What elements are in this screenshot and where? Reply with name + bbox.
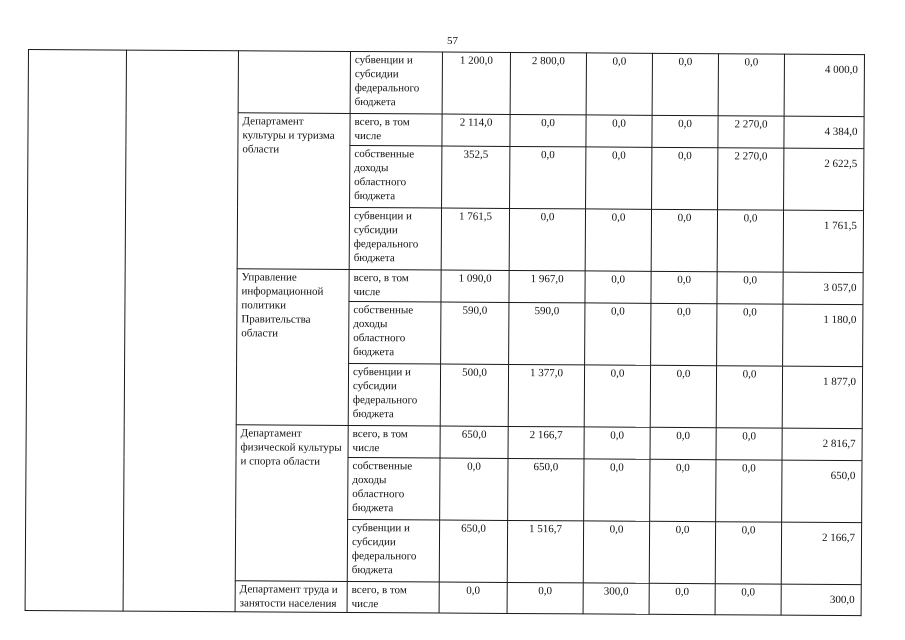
total-value-cell: 650,0	[782, 460, 862, 522]
year-value-cell: 0,0	[440, 458, 508, 520]
year-value-cell: 2 114,0	[442, 114, 510, 146]
year-value-cell: 0,0	[652, 53, 718, 115]
year-value-cell: 0,0	[583, 521, 649, 583]
budget-table	[25, 49, 865, 616]
year-value-cell: 0,0	[716, 460, 782, 522]
year-value-cell: 590,0	[441, 302, 509, 364]
year-value-cell: 0,0	[585, 209, 651, 271]
year-value-cell: 1 516,7	[507, 520, 583, 582]
funding-source-cell: всего, в том числе	[347, 581, 439, 613]
year-value-cell: 300,0	[583, 583, 649, 614]
total-value-cell: 1 761,5	[783, 210, 863, 272]
year-value-cell: 0,0	[586, 115, 652, 147]
activity-cell	[123, 50, 238, 612]
funding-source-cell: собственные доходы областного бюджета	[348, 457, 440, 520]
year-value-cell: 500,0	[440, 364, 508, 426]
funding-source-cell: всего, в том числе	[349, 269, 441, 302]
year-value-cell: 1 967,0	[509, 270, 585, 302]
year-value-cell: 0,0	[649, 583, 715, 614]
funding-source-cell: собственные доходы областного бюджета	[349, 301, 441, 364]
year-value-cell: 2 270,0	[718, 116, 784, 148]
funding-source-cell: всего, в том числе	[348, 425, 440, 458]
total-value-cell: 4 000,0	[784, 54, 864, 116]
year-value-cell: 0,0	[717, 210, 783, 272]
total-value-cell: 1 877,0	[782, 366, 862, 428]
year-value-cell: 0,0	[718, 54, 784, 116]
year-value-cell: 0,0	[584, 365, 650, 427]
funding-source-cell: субвенции и субсидии федерального бюджета	[350, 51, 442, 114]
year-value-cell: 0,0	[509, 208, 585, 270]
year-value-cell: 1 090,0	[441, 270, 509, 302]
total-value-cell: 300,0	[781, 584, 861, 615]
year-value-cell: 650,0	[439, 520, 507, 582]
year-value-cell: 0,0	[650, 365, 716, 427]
year-value-cell: 0,0	[586, 147, 652, 209]
year-value-cell: 0,0	[439, 582, 507, 613]
organization-cell	[238, 51, 350, 114]
total-value-cell: 2 166,7	[781, 522, 861, 584]
year-value-cell: 1 377,0	[508, 364, 584, 426]
funding-source-cell: субвенции и субсидии федерального бюджета	[347, 519, 439, 582]
year-value-cell: 650,0	[440, 426, 508, 458]
year-value-cell: 0,0	[584, 427, 650, 459]
year-value-cell: 0,0	[586, 53, 652, 115]
year-value-cell: 0,0	[650, 459, 716, 521]
year-value-cell: 0,0	[717, 272, 783, 304]
year-value-cell: 0,0	[510, 114, 586, 146]
total-value-cell: 2 816,7	[782, 428, 862, 460]
year-value-cell: 2 800,0	[510, 52, 586, 114]
funding-source-cell: собственные доходы областного бюджета	[350, 145, 442, 208]
funding-source-cell: субвенции и субсидии федерального бюджета	[349, 207, 441, 270]
year-value-cell: 0,0	[585, 271, 651, 303]
total-value-cell: 2 622,5	[784, 148, 864, 210]
year-value-cell: 2 270,0	[718, 148, 784, 210]
year-value-cell: 0,0	[585, 303, 651, 365]
year-value-cell: 0,0	[716, 428, 782, 460]
year-value-cell: 0,0	[651, 209, 717, 271]
table-row	[28, 50, 864, 117]
year-value-cell: 0,0	[650, 427, 716, 459]
funding-source-cell: субвенции и субсидии федерального бюджета	[348, 363, 440, 426]
year-value-cell: 0,0	[716, 366, 782, 428]
year-value-cell: 0,0	[510, 146, 586, 208]
year-value-cell: 2 166,7	[508, 426, 584, 458]
year-value-cell: 590,0	[509, 302, 585, 364]
year-value-cell: 0,0	[584, 459, 650, 521]
funding-source-cell: всего, в том числе	[350, 113, 442, 146]
year-value-cell: 0,0	[715, 584, 781, 615]
year-value-cell: 0,0	[507, 582, 583, 613]
organization-cell: Департамент физической культуры и спорта области	[235, 425, 348, 582]
document-sheet	[25, 49, 865, 616]
year-value-cell: 0,0	[651, 303, 717, 365]
total-value-cell: 3 057,0	[783, 272, 863, 304]
program-cell	[25, 50, 126, 612]
organization-cell: Департамент культуры и туризма области	[237, 113, 350, 270]
year-value-cell: 352,5	[442, 146, 510, 208]
year-value-cell: 0,0	[715, 522, 781, 584]
year-value-cell: 1 761,5	[441, 208, 509, 270]
organization-cell: Департамент труда и занятости населения	[235, 581, 347, 613]
year-value-cell: 0,0	[649, 521, 715, 583]
year-value-cell: 650,0	[508, 458, 584, 520]
page-number: 57	[447, 35, 458, 47]
total-value-cell: 4 384,0	[784, 116, 864, 148]
year-value-cell: 0,0	[717, 304, 783, 366]
year-value-cell: 0,0	[651, 271, 717, 303]
year-value-cell: 0,0	[652, 115, 718, 147]
organization-cell: Управление информационной политики Правительства области	[236, 269, 349, 426]
year-value-cell: 0,0	[652, 147, 718, 209]
year-value-cell: 1 200,0	[442, 52, 510, 114]
total-value-cell: 1 180,0	[783, 304, 863, 366]
